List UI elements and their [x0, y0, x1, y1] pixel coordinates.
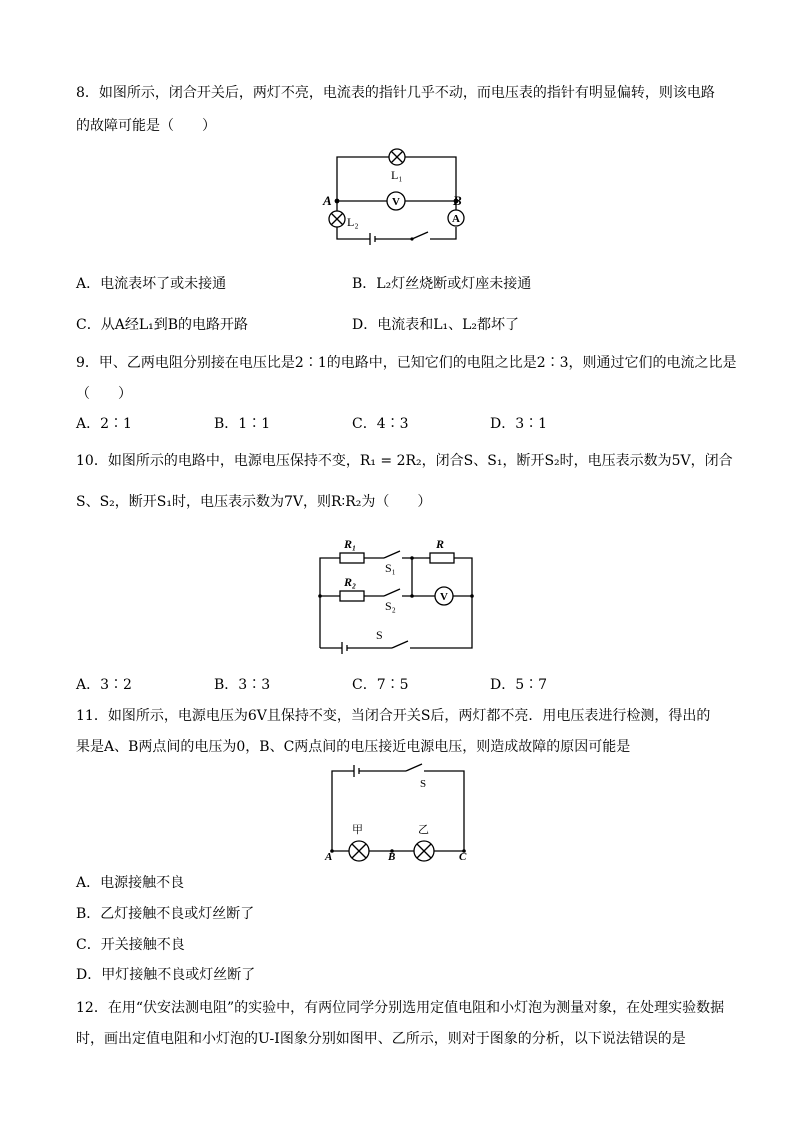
q10-option-b[interactable]: B．3∶3	[214, 677, 271, 693]
q8-fig-node-a: A	[323, 193, 332, 208]
q10-stem-line1: 10．如图所示的电路中，电源电压保持不变，R₁ = 2R₂，闭合S、S₁，断开S₂时，电压表示数为5V，闭合	[76, 453, 733, 469]
q8-option-d[interactable]: D．电流表和L₁、L₂都坏了	[352, 317, 520, 333]
q11-fig-node-a: A	[325, 851, 333, 863]
q9-option-a[interactable]: A．2∶1	[76, 416, 132, 432]
q11-fig-lamp-jia-label: 甲	[352, 824, 363, 836]
q11-stem-line2: 果是A、B两点间的电压为0，B、C两点间的电压接近电源电压，则造成故障的原因可能是	[76, 739, 631, 755]
q11-fig-node-b: B	[388, 851, 396, 863]
q10-fig-r2-label: R₂	[344, 575, 357, 589]
q11-fig-switch-label: S	[420, 778, 427, 790]
q9-option-b[interactable]: B．1∶1	[214, 416, 271, 432]
q11-option-a[interactable]: A．电源接触不良	[76, 875, 185, 891]
q11-fig-node-c: C	[459, 851, 467, 863]
q9-stem-line2: （ ）	[76, 386, 132, 402]
q8-option-b[interactable]: B．L₂灯丝烧断或灯座未接通	[352, 276, 532, 292]
q10-fig-r1-label: R₁	[344, 537, 357, 551]
q8-stem-line2: 的故障可能是（ ）	[76, 118, 216, 134]
q8-fig-node-b: B	[453, 193, 462, 208]
q10-fig-s2-label: S₂	[385, 599, 396, 613]
q10-fig-r-label: R	[436, 537, 445, 551]
q12-stem-line2: 时，画出定值电阻和小灯泡的U-I图象分别如图甲、乙所示，则对于图象的分析，以下说法错误的是	[76, 1031, 686, 1047]
q9-option-c[interactable]: C．4∶3	[352, 416, 409, 432]
q10-option-a[interactable]: A．3∶2	[76, 677, 132, 693]
q8-option-a[interactable]: A．电流表坏了或未接通	[76, 276, 227, 292]
q10-fig-s-label: S	[376, 628, 383, 642]
q10-option-d[interactable]: D．5∶7	[490, 677, 548, 693]
q8-fig-l1-label: L₁	[391, 168, 403, 182]
q11-option-c[interactable]: C．开关接触不良	[76, 937, 185, 953]
q10-option-c[interactable]: C．7∶5	[352, 677, 409, 693]
q10-stem-line2: S、S₂，断开S₁时，电压表示数为7V，则R∶R₂为（ ）	[76, 494, 432, 510]
q8-option-c[interactable]: C．从A经L₁到B的电路开路	[76, 317, 249, 333]
q8-fig-ammeter-label: A	[452, 213, 460, 225]
q10-circuit-diagram	[312, 532, 482, 654]
q8-stem-line1: 8．如图所示，闭合开关后，两灯不亮，电流表的指针几乎不动，而电压表的指针有明显偏转，则该电路	[76, 85, 715, 101]
q9-option-d[interactable]: D．3∶1	[490, 416, 548, 432]
q10-fig-voltmeter-label: V	[440, 591, 448, 603]
q8-fig-l2-label: L₂	[347, 215, 359, 229]
q9-stem-line1: 9．甲、乙两电阻分别接在电压比是2∶1的电路中，已知它们的电阻之比是2∶3，则通过它们的电流之比是	[76, 355, 737, 371]
q11-option-d[interactable]: D．甲灯接触不良或灯丝断了	[76, 967, 256, 983]
q11-option-b[interactable]: B．乙灯接触不良或灯丝断了	[76, 906, 255, 922]
q8-circuit-diagram	[320, 142, 470, 246]
q11-stem-line1: 11．如图所示，电源电压为6V且保持不变，当闭合开关S后，两灯都不亮．用电压表进行检测，得出的	[76, 708, 711, 724]
q12-stem-line1: 12．在用“伏安法测电阻”的实验中，有两位同学分别选用定值电阻和小灯泡为测量对象，在处理实验数据	[76, 1000, 725, 1016]
q8-fig-voltmeter-label: V	[392, 196, 400, 208]
q10-fig-s1-label: S₁	[385, 561, 396, 575]
q11-fig-lamp-yi-label: 乙	[418, 824, 429, 836]
q11-circuit-diagram	[322, 763, 472, 863]
